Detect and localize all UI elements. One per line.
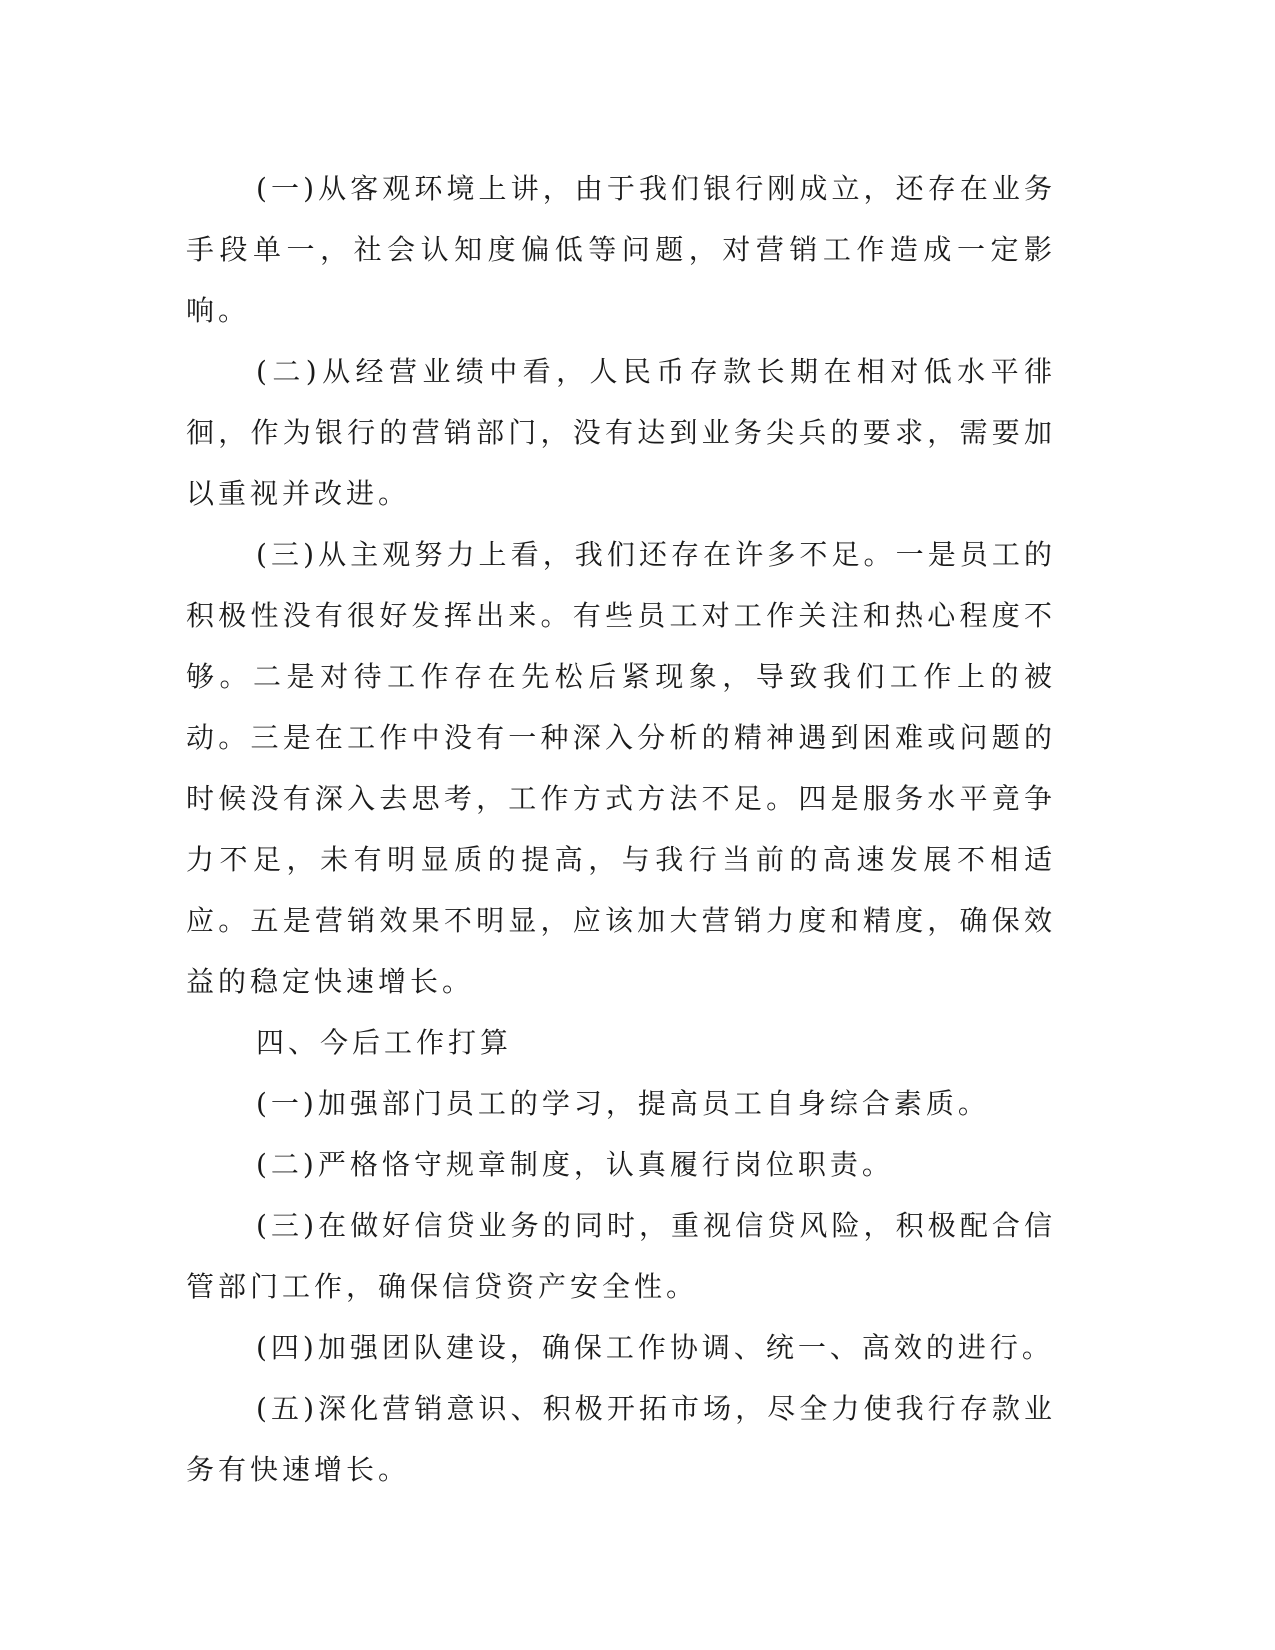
document-body [186, 158, 1056, 1500]
section-heading-future-plans: 四、今后工作打算 [256, 1026, 513, 1059]
paragraph-plan-1: (一)加强部门员工的学习，提高员工自身综合素质。 [256, 1087, 990, 1120]
paragraph-business-performance: (二)从经营业绩中看，人民币存款长期在相对低水平徘徊，作为银行的营销部门，没有达到业务尖兵的要求，需要加以重视并改进。 [186, 355, 1056, 510]
paragraph-subjective-effort: (三)从主观努力上看，我们还存在许多不足。一是员工的积极性没有很好发挥出来。有些员工对工作关注和热心程度不够。二是对待工作存在先松后紧现象，导致我们工作上的被动。三是在工作中没有一种深入分析的精神遇到困难或问题的时候没有深入去思考，工作方式方法不足。四是服务水平竟争力不足，未有明显质的提高，与我行当前的高速发展不相适应。五是营销效果不明显，应该加大营销力度和精度，确保效益的稳定快速增长。 [186, 538, 1056, 998]
paragraph-objective-environment: (一)从客观环境上讲，由于我们银行刚成立，还存在业务手段单一，社会认知度偏低等问题，对营销工作造成一定影响。 [186, 172, 1056, 327]
paragraph-plan-5: (五)深化营销意识、积极开拓市场，尽全力使我行存款业务有快速增长。 [186, 1392, 1056, 1486]
paragraph-plan-3: (三)在做好信贷业务的同时，重视信贷风险，积极配合信管部门工作，确保信贷资产安全性。 [186, 1209, 1056, 1303]
paragraph-plan-2: (二)严格恪守规章制度，认真履行岗位职责。 [256, 1148, 894, 1181]
paragraph-plan-4: (四)加强团队建设，确保工作协调、统一、高效的进行。 [256, 1331, 1054, 1364]
